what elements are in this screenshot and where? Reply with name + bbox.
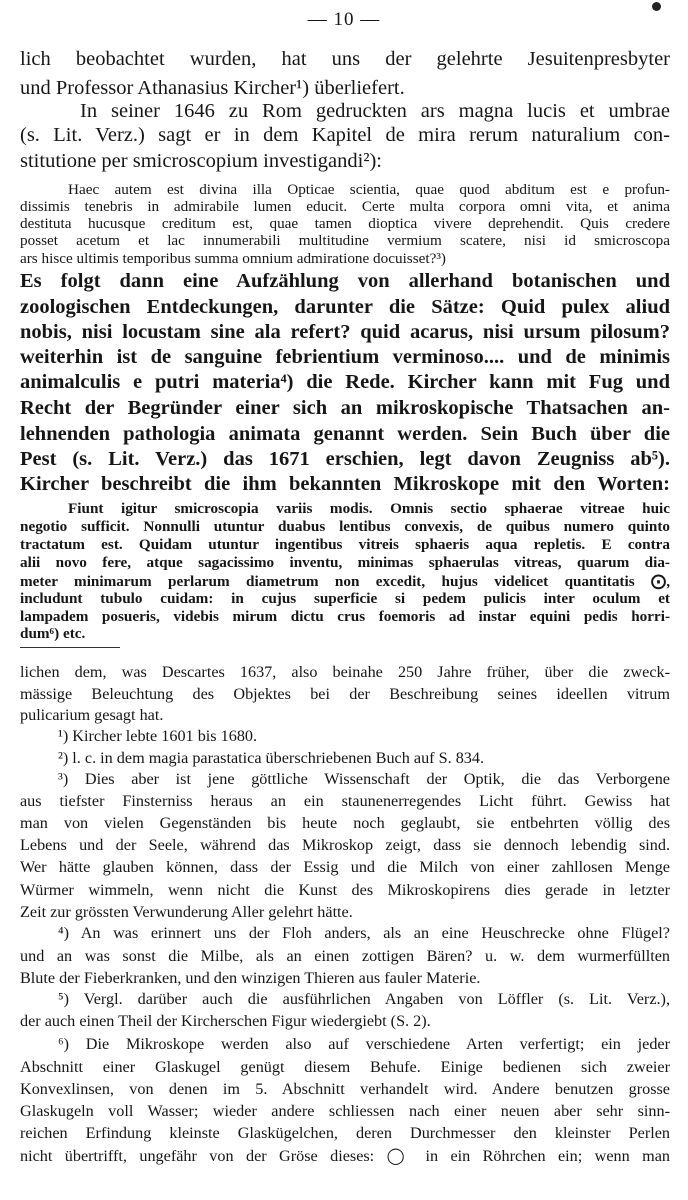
body-text-line: Kircher beschreibt die ihm bekannten Mikroskope mit den Worten: — [20, 473, 670, 495]
body-text-line: In seiner 1646 zu Rom gedruckten ars magna lucis et umbrae — [80, 100, 670, 122]
footnote-line: ²) l. c. in dem magia parastatica überschriebenen Buch auf S. 834. — [58, 749, 485, 767]
body-text-line: lich beobachtet wurden, hat uns der gelehrte Jesuitenpresbyter — [20, 48, 670, 70]
footnote-line: ⁵) Vergl. darüber auch die ausführlichen Angaben von Löffler (s. Lit. Verz.), — [58, 990, 670, 1008]
body-text-line: lehnenden pathologia animata genannt werden. Sein Buch über die — [20, 423, 670, 445]
body-text-line: lampadem posueris, videbis mirum dictu crus foemoris ad instar equini pedis horri- — [20, 608, 670, 625]
footnote-line: Würmer wimmeln, wenn nicht die Kunst des Mikroskopirens dies gerade in letzter — [20, 881, 670, 899]
body-text-line: Recht der Begründer einer sich an mikroskopische Thatsachen an- — [20, 397, 670, 419]
body-text-line: dissimis tenebris in admirabile lumen educit. Certe multa corpora omni vita, et anima — [20, 198, 670, 215]
footnote-line: ⁴) An was erinnert uns der Floh anders, als an eine Heuschrecke ohne Flügel? — [58, 924, 670, 942]
body-text-line: Fiunt igitur smicroscopia variis modis. Omnis sectio sphaerae vitreae huic — [68, 500, 670, 517]
body-text-line: Pest (s. Lit. Verz.) das 1671 erschien, legt davon Zeugniss ab⁵). — [20, 448, 670, 470]
body-text-line: animalculis e putri materia⁴) die Rede. Kircher kann mit Fug und — [20, 371, 670, 393]
body-text-line: nobis, nisi locustam sine ala refert? quid acarus, nisi ursum pilosum? — [20, 321, 670, 343]
body-text-line: stitutione per smicroscopium investigandi²): — [20, 150, 382, 172]
footnote-line: aus tiefster Finsterniss heraus an ein staunenerregendes Licht führt. Gewiss hat — [20, 792, 670, 810]
body-text-line: tractatum est. Quidam utuntur ingentibus vitreis sphaeris aqua repletis. E contra — [20, 536, 670, 553]
page-number: — 10 — — [307, 9, 381, 30]
body-text-line: negotio sufficit. Nonnulli utuntur duabus lentibus convexis, de quibus numero quinto — [20, 518, 670, 535]
body-text-line: destituta hucusque creditum est, quae tamen dioptica vivere deprehendit. Quis credere — [20, 215, 670, 232]
body-text-line: ars hisce ultimis temporibus summa omnium admiratione docuisset?³) — [20, 250, 446, 267]
footnote-line: nicht übertrifft, ungefähr von der Gröse dieses: ◯ in ein Röhrchen ein; wenn man — [20, 1147, 670, 1165]
footnote-line: Blute der Fieberkranken, und den winzigen Thieren aus fauler Materie. — [20, 969, 481, 987]
footnote-line: der auch einen Theil der Kircherschen Figur wiedergiebt (S. 2). — [20, 1012, 431, 1030]
footnote-line: pulicarium gesagt hat. — [20, 706, 164, 724]
body-text-line: includunt tubulo cuidam: in cujus superficie si pedem pulicis inter oculum et — [20, 590, 670, 607]
body-text-line: Es folgt dann eine Aufzählung von allerhand botanischen und — [20, 270, 670, 292]
footnote-line: reichen Erfindung kleinste Glaskügelchen, deren Durchmesser den kleinster Perlen — [20, 1124, 670, 1142]
body-text-line: (s. Lit. Verz.) sagt er in dem Kapitel de mira rerum naturalium con- — [20, 124, 670, 146]
footnote-line: und an was sonst die Milbe, als an einen zottigen Bären? u. w. dem wurmerfüllten — [20, 947, 670, 965]
footnote-line: ³) Dies aber ist jene göttliche Wissenschaft der Optik, die das Verborgene — [58, 770, 670, 788]
body-text-line: alii novo fere, atque sagacissimo inventu, minimas sphaerulas vitreas, quarum dia- — [20, 554, 670, 571]
footnote-line: ¹) Kircher lebte 1601 bis 1680. — [58, 727, 258, 745]
footnote-line: man von vielen Gegenständen bis heute noch geglaubt, sie entbehrten völlig des — [20, 814, 670, 832]
body-text-line: Haec autem est divina illa Opticae scientia, quae quod abditum est e profun- — [68, 181, 670, 198]
footnote-line: Konvexlinsen, von denen im 5. Abschnitt verhandelt wird. Andere benutzen grosse — [20, 1080, 670, 1098]
body-text-line: meter minimarum perlarum diametrum non excedit, hujus videlicet quantitatis ⨀, — [20, 573, 670, 590]
footnote-line: Abschnitt einer Glaskugel genügt diesem Behufe. Einige bedienen sich zweier — [20, 1058, 670, 1076]
body-text-line: zoologischen Entdeckungen, darunter die Sätze: Quid pulex aliud — [20, 296, 670, 318]
footnote-line: lichen dem, was Descartes 1637, also beinahe 250 Jahre früher, über die zweck- — [20, 663, 670, 681]
footnote-line: ⁶) Die Mikroskope werden also auf verschiedene Arten verfertigt; ein jeder — [58, 1035, 670, 1053]
footnote-line: Wer hätte glauben können, dass der Essig und die Milch von einer zahllosen Menge — [20, 858, 670, 876]
footnote-line: Lebens und der Seele, während das Mikroskop zeigt, dass sie dennoch lebendig sind. — [20, 836, 670, 854]
footnote-line: mässige Beleuchtung des Objektes bei der Beschreibung seines ideellen vitrum — [20, 685, 670, 703]
footnote-line: Zeit zur grössten Verwunderung Aller gelehrt hätte. — [20, 903, 353, 921]
body-text-line: weiterhin ist de sanguine febrientium verminoso.... und de minimis — [20, 346, 670, 368]
body-text-line: posset acetum et lac innumerabili multitudine vermium scatere, nisi id smicroscopa — [20, 232, 670, 249]
footnote-line: Glaskugeln voll Wasser; wieder andere schliessen nach einer neuen aber sehr sinn- — [20, 1102, 670, 1120]
ink-speck — [652, 2, 661, 11]
body-text-line: dum⁶) etc. — [20, 625, 86, 642]
footnote-separator — [20, 647, 120, 648]
body-text-line: und Professor Athanasius Kircher¹) überliefert. — [20, 77, 405, 99]
